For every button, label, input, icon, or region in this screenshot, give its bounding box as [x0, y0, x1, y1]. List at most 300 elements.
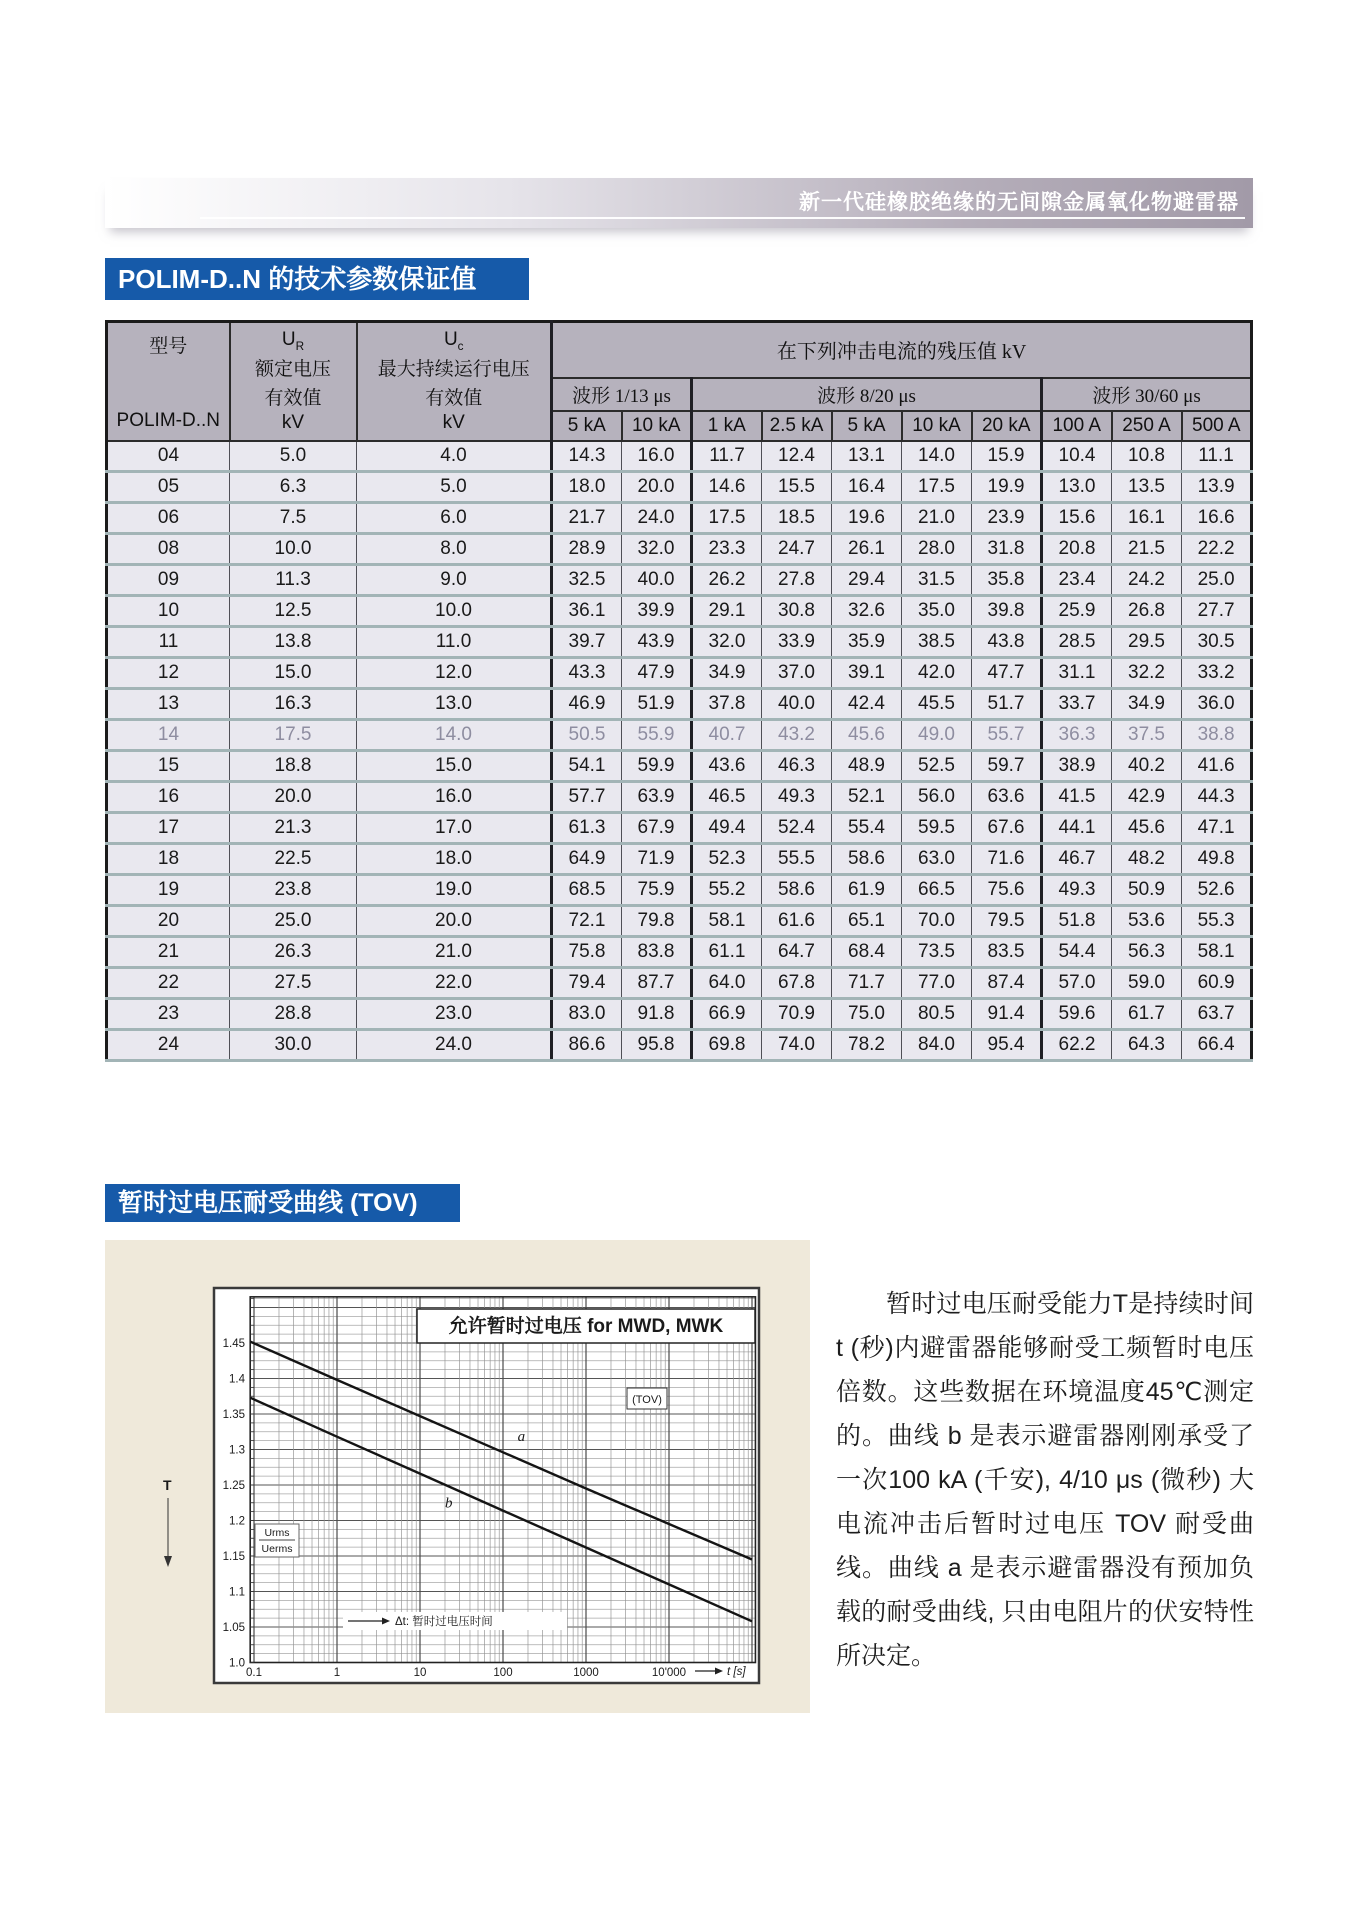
col-header-uc: $U_c$ 最大持续运行电压 有效值 kV [357, 322, 552, 441]
value-cell: 48.9 [832, 750, 902, 781]
value-cell: 27.5 [230, 967, 357, 998]
model-cell: 05 [107, 471, 230, 502]
value-cell: 13.0 [357, 688, 552, 719]
model-cell: 04 [107, 441, 230, 472]
wave-group-30-60: 波形 30/60 μs [1042, 378, 1252, 411]
value-cell: 55.2 [692, 874, 762, 905]
value-cell: 68.4 [832, 936, 902, 967]
value-cell: 32.0 [622, 533, 692, 564]
value-cell: 27.8 [762, 564, 832, 595]
value-cell: 95.8 [622, 1029, 692, 1060]
svg-text:1.2: 1.2 [229, 1515, 245, 1528]
page-header-banner [105, 178, 1253, 228]
value-cell: 83.8 [622, 936, 692, 967]
value-cell: 63.9 [622, 781, 692, 812]
table-row [107, 441, 1252, 472]
svg-text:0.1: 0.1 [246, 1667, 262, 1679]
value-cell: 66.4 [1182, 1029, 1252, 1060]
value-cell: 55.9 [622, 719, 692, 750]
value-cell: 59.5 [902, 812, 972, 843]
value-cell: 17.5 [230, 719, 357, 750]
value-cell: 17.0 [357, 812, 552, 843]
model-cell: 13 [107, 688, 230, 719]
value-cell: 80.5 [902, 998, 972, 1029]
value-cell: 19.6 [832, 502, 902, 533]
value-cell: 12.4 [762, 441, 832, 472]
value-cell: 34.9 [692, 657, 762, 688]
value-cell: 45.5 [902, 688, 972, 719]
value-cell: 31.5 [902, 564, 972, 595]
svg-text:1.25: 1.25 [222, 1480, 245, 1492]
value-cell: 9.0 [357, 564, 552, 595]
value-cell: 28.0 [902, 533, 972, 564]
value-cell: 91.8 [622, 998, 692, 1029]
value-cell: 10.4 [1042, 441, 1112, 472]
value-cell: 56.3 [1112, 936, 1182, 967]
model-cell: 21 [107, 936, 230, 967]
value-cell: 38.9 [1042, 750, 1112, 781]
value-cell: 54.1 [552, 750, 622, 781]
value-cell: 18.0 [552, 471, 622, 502]
value-cell: 29.1 [692, 595, 762, 626]
value-cell: 11.3 [230, 564, 357, 595]
value-cell: 78.2 [832, 1029, 902, 1060]
value-cell: 17.5 [692, 502, 762, 533]
value-cell: 67.8 [762, 967, 832, 998]
value-cell: 33.7 [1042, 688, 1112, 719]
value-cell: 37.0 [762, 657, 832, 688]
value-cell: 47.1 [1182, 812, 1252, 843]
value-cell: 32.6 [832, 595, 902, 626]
value-cell: 60.9 [1182, 967, 1252, 998]
current-col-header: 10 kA [902, 411, 972, 441]
value-cell: 42.4 [832, 688, 902, 719]
value-cell: 18.5 [762, 502, 832, 533]
value-cell: 8.0 [357, 533, 552, 564]
value-cell: 84.0 [902, 1029, 972, 1060]
current-col-header: 2.5 kA [762, 411, 832, 441]
model-cell: 22 [107, 967, 230, 998]
value-cell: 22.2 [1182, 533, 1252, 564]
value-cell: 63.7 [1182, 998, 1252, 1029]
value-cell: 48.2 [1112, 843, 1182, 874]
value-cell: 61.7 [1112, 998, 1182, 1029]
table-row [107, 998, 1252, 1029]
value-cell: 51.7 [972, 688, 1042, 719]
value-cell: 20.0 [230, 781, 357, 812]
table-row [107, 1029, 1252, 1060]
table-row [107, 812, 1252, 843]
tov-chart [105, 1240, 810, 1713]
table-row [107, 843, 1252, 874]
value-cell: 23.3 [692, 533, 762, 564]
value-cell: 26.3 [230, 936, 357, 967]
value-cell: 36.3 [1042, 719, 1112, 750]
value-cell: 20.0 [622, 471, 692, 502]
value-cell: 50.5 [552, 719, 622, 750]
value-cell: 47.9 [622, 657, 692, 688]
value-cell: 46.5 [692, 781, 762, 812]
value-cell: 23.0 [357, 998, 552, 1029]
value-cell: 42.0 [902, 657, 972, 688]
current-col-header: 100 A [1042, 411, 1112, 441]
value-cell: 20.8 [1042, 533, 1112, 564]
svg-text:(TOV): (TOV) [632, 1394, 662, 1406]
value-cell: 18.8 [230, 750, 357, 781]
value-cell: 35.8 [972, 564, 1042, 595]
value-cell: 37.5 [1112, 719, 1182, 750]
table-row [107, 502, 1252, 533]
table-row [107, 626, 1252, 657]
current-col-header: 250 A [1112, 411, 1182, 441]
svg-text:1: 1 [333, 1667, 341, 1679]
value-cell: 33.2 [1182, 657, 1252, 688]
value-cell: 12.0 [357, 657, 552, 688]
value-cell: 46.7 [1042, 843, 1112, 874]
value-cell: 11.1 [1182, 441, 1252, 472]
svg-text:1.1: 1.1 [229, 1586, 245, 1599]
value-cell: 74.0 [762, 1029, 832, 1060]
current-col-header: 5 kA [832, 411, 902, 441]
value-cell: 28.9 [552, 533, 622, 564]
value-cell: 28.8 [230, 998, 357, 1029]
value-cell: 52.5 [902, 750, 972, 781]
value-cell: 10.8 [1112, 441, 1182, 472]
value-cell: 21.0 [357, 936, 552, 967]
svg-text:允许暂时过电压 for MWD, MWK: 允许暂时过电压 for MWD, MWK [448, 1316, 724, 1337]
value-cell: 21.0 [902, 502, 972, 533]
table-row [107, 564, 1252, 595]
value-cell: 11.0 [357, 626, 552, 657]
value-cell: 5.0 [357, 471, 552, 502]
svg-text:1.15: 1.15 [222, 1551, 245, 1563]
value-cell: 25.0 [1182, 564, 1252, 595]
value-cell: 31.1 [1042, 657, 1112, 688]
value-cell: 21.7 [552, 502, 622, 533]
value-cell: 52.1 [832, 781, 902, 812]
value-cell: 46.3 [762, 750, 832, 781]
value-cell: 23.9 [972, 502, 1042, 533]
value-cell: 15.5 [762, 471, 832, 502]
table-row [107, 595, 1252, 626]
value-cell: 10.0 [230, 533, 357, 564]
value-cell: 83.0 [552, 998, 622, 1029]
value-cell: 45.6 [832, 719, 902, 750]
value-cell: 87.4 [972, 967, 1042, 998]
value-cell: 91.4 [972, 998, 1042, 1029]
value-cell: 56.0 [902, 781, 972, 812]
svg-text:10: 10 [413, 1667, 427, 1679]
model-cell: 18 [107, 843, 230, 874]
value-cell: 13.8 [230, 626, 357, 657]
value-cell: 29.4 [832, 564, 902, 595]
svg-text:Uerms: Uerms [261, 1543, 293, 1555]
value-cell: 41.6 [1182, 750, 1252, 781]
value-cell: 61.9 [832, 874, 902, 905]
model-cell: 06 [107, 502, 230, 533]
value-cell: 26.8 [1112, 595, 1182, 626]
value-cell: 19.9 [972, 471, 1042, 502]
current-col-header: 500 A [1182, 411, 1252, 441]
value-cell: 14.0 [902, 441, 972, 472]
value-cell: 28.5 [1042, 626, 1112, 657]
value-cell: 23.8 [230, 874, 357, 905]
tov-description: 暂时过电压耐受能力T是持续时间t (秒)内避雷器能够耐受工频暂时电压倍数。这些数据在环境温度45℃测定的。曲线 b 是表示避雷器刚刚承受了一次100 kA (千安), 4/10 μs (微秒) 大电流冲击后暂时过电压 TOV 耐受曲线。曲线 a 是表示避雷器没有预加负载的耐受曲线, 只由电阻片的伏安特性所决定。 [836, 1290, 1254, 1670]
value-cell: 51.8 [1042, 905, 1112, 936]
value-cell: 32.0 [692, 626, 762, 657]
value-cell: 57.0 [1042, 967, 1112, 998]
value-cell: 67.6 [972, 812, 1042, 843]
value-cell: 14.6 [692, 471, 762, 502]
value-cell: 15.6 [1042, 502, 1112, 533]
svg-text:Urms: Urms [264, 1527, 290, 1539]
value-cell: 40.7 [692, 719, 762, 750]
value-cell: 31.8 [972, 533, 1042, 564]
value-cell: 46.9 [552, 688, 622, 719]
model-cell: 11 [107, 626, 230, 657]
svg-text:10'000: 10'000 [651, 1667, 687, 1679]
current-col-header: 5 kA [552, 411, 622, 441]
model-title: 型号 [149, 335, 188, 357]
table-row [107, 874, 1252, 905]
value-cell: 13.5 [1112, 471, 1182, 502]
value-cell: 55.5 [762, 843, 832, 874]
value-cell: 39.1 [832, 657, 902, 688]
value-cell: 64.3 [1112, 1029, 1182, 1060]
table-row [107, 719, 1252, 750]
svg-text:t [s]: t [s] [727, 1666, 746, 1678]
parameters-table [105, 320, 1253, 1062]
svg-text:1.35: 1.35 [222, 1409, 245, 1421]
value-cell: 63.6 [972, 781, 1042, 812]
model-cell: 19 [107, 874, 230, 905]
value-cell: 43.6 [692, 750, 762, 781]
value-cell: 59.6 [1042, 998, 1112, 1029]
value-cell: 71.7 [832, 967, 902, 998]
svg-text:Δt: 暂时过电压时间: Δt: 暂时过电压时间 [395, 1616, 493, 1628]
value-cell: 49.3 [1042, 874, 1112, 905]
value-cell: 14.0 [357, 719, 552, 750]
value-cell: 58.6 [762, 874, 832, 905]
table-row [107, 657, 1252, 688]
section1-title: POLIM-D..N 的技术参数保证值 [105, 258, 529, 300]
value-cell: 13.9 [1182, 471, 1252, 502]
value-cell: 23.4 [1042, 564, 1112, 595]
value-cell: 66.5 [902, 874, 972, 905]
value-cell: 61.1 [692, 936, 762, 967]
value-cell: 6.3 [230, 471, 357, 502]
value-cell: 4.0 [357, 441, 552, 472]
model-cell: 09 [107, 564, 230, 595]
value-cell: 69.8 [692, 1029, 762, 1060]
table-row [107, 967, 1252, 998]
value-cell: 75.0 [832, 998, 902, 1029]
value-cell: 30.0 [230, 1029, 357, 1060]
svg-text:1.3: 1.3 [229, 1444, 245, 1457]
value-cell: 22.0 [357, 967, 552, 998]
model-cell: 20 [107, 905, 230, 936]
value-cell: 24.0 [357, 1029, 552, 1060]
value-cell: 16.1 [1112, 502, 1182, 533]
value-cell: 37.8 [692, 688, 762, 719]
value-cell: 79.4 [552, 967, 622, 998]
value-cell: 15.0 [230, 657, 357, 688]
svg-text:1000: 1000 [573, 1667, 599, 1679]
model-series-name: POLIM-D..N [116, 409, 220, 431]
value-cell: 57.7 [552, 781, 622, 812]
value-cell: 52.6 [1182, 874, 1252, 905]
value-cell: 73.5 [902, 936, 972, 967]
svg-text:1.45: 1.45 [222, 1338, 245, 1350]
value-cell: 13.0 [1042, 471, 1112, 502]
value-cell: 27.7 [1182, 595, 1252, 626]
svg-text:b: b [444, 1495, 453, 1512]
value-cell: 29.5 [1112, 626, 1182, 657]
wave-group-8-20: 波形 8/20 μs [692, 378, 1042, 411]
value-cell: 14.3 [552, 441, 622, 472]
value-cell: 34.9 [1112, 688, 1182, 719]
value-cell: 39.8 [972, 595, 1042, 626]
value-cell: 11.7 [692, 441, 762, 472]
value-cell: 24.7 [762, 533, 832, 564]
current-col-header: 1 kA [692, 411, 762, 441]
svg-text:T: T [163, 1477, 172, 1493]
tov-chart-panel [105, 1240, 810, 1713]
value-cell: 72.1 [552, 905, 622, 936]
value-cell: 55.7 [972, 719, 1042, 750]
value-cell: 66.9 [692, 998, 762, 1029]
value-cell: 36.0 [1182, 688, 1252, 719]
value-cell: 38.5 [902, 626, 972, 657]
value-cell: 58.1 [1182, 936, 1252, 967]
value-cell: 50.9 [1112, 874, 1182, 905]
value-cell: 16.3 [230, 688, 357, 719]
value-cell: 15.9 [972, 441, 1042, 472]
value-cell: 44.1 [1042, 812, 1112, 843]
value-cell: 40.0 [762, 688, 832, 719]
value-cell: 70.0 [902, 905, 972, 936]
value-cell: 59.0 [1112, 967, 1182, 998]
value-cell: 58.6 [832, 843, 902, 874]
banner-underline [200, 217, 1245, 219]
banner-title: 新一代硅橡胶绝缘的无间隙金属氧化物避雷器 [799, 191, 1239, 214]
value-cell: 52.3 [692, 843, 762, 874]
value-cell: 47.7 [972, 657, 1042, 688]
value-cell: 7.5 [230, 502, 357, 533]
table-row [107, 688, 1252, 719]
value-cell: 33.9 [762, 626, 832, 657]
value-cell: 53.6 [1112, 905, 1182, 936]
value-cell: 65.1 [832, 905, 902, 936]
value-cell: 20.0 [357, 905, 552, 936]
table-row [107, 471, 1252, 502]
value-cell: 25.0 [230, 905, 357, 936]
model-cell: 16 [107, 781, 230, 812]
value-cell: 77.0 [902, 967, 972, 998]
model-cell: 08 [107, 533, 230, 564]
value-cell: 79.5 [972, 905, 1042, 936]
value-cell: 19.0 [357, 874, 552, 905]
value-cell: 10.0 [357, 595, 552, 626]
value-cell: 64.9 [552, 843, 622, 874]
value-cell: 64.0 [692, 967, 762, 998]
value-cell: 25.9 [1042, 595, 1112, 626]
table-row [107, 750, 1252, 781]
value-cell: 39.7 [552, 626, 622, 657]
current-col-header: 10 kA [622, 411, 692, 441]
section2-title: 暂时过电压耐受曲线 (TOV) [105, 1184, 460, 1222]
value-cell: 54.4 [1042, 936, 1112, 967]
value-cell: 18.0 [357, 843, 552, 874]
value-cell: 26.1 [832, 533, 902, 564]
table-row [107, 533, 1252, 564]
value-cell: 38.8 [1182, 719, 1252, 750]
value-cell: 21.5 [1112, 533, 1182, 564]
value-cell: 55.3 [1182, 905, 1252, 936]
value-cell: 87.7 [622, 967, 692, 998]
value-cell: 22.5 [230, 843, 357, 874]
value-cell: 6.0 [357, 502, 552, 533]
value-cell: 21.3 [230, 812, 357, 843]
value-cell: 16.0 [622, 441, 692, 472]
value-cell: 43.2 [762, 719, 832, 750]
col-header-model [107, 322, 230, 441]
model-cell: 24 [107, 1029, 230, 1060]
value-cell: 71.9 [622, 843, 692, 874]
value-cell: 16.0 [357, 781, 552, 812]
value-cell: 32.5 [552, 564, 622, 595]
value-cell: 49.8 [1182, 843, 1252, 874]
value-cell: 43.9 [622, 626, 692, 657]
value-cell: 49.0 [902, 719, 972, 750]
value-cell: 83.5 [972, 936, 1042, 967]
col-header-ur: $U_R$ 额定电压 有效值 kV [230, 322, 357, 441]
value-cell: 70.9 [762, 998, 832, 1029]
value-cell: 43.8 [972, 626, 1042, 657]
table-row [107, 905, 1252, 936]
value-cell: 13.1 [832, 441, 902, 472]
current-col-header: 20 kA [972, 411, 1042, 441]
value-cell: 40.2 [1112, 750, 1182, 781]
value-cell: 79.8 [622, 905, 692, 936]
table-row [107, 781, 1252, 812]
value-cell: 35.9 [832, 626, 902, 657]
value-cell: 49.3 [762, 781, 832, 812]
value-cell: 15.0 [357, 750, 552, 781]
value-cell: 59.9 [622, 750, 692, 781]
value-cell: 17.5 [902, 471, 972, 502]
value-cell: 5.0 [230, 441, 357, 472]
value-cell: 63.0 [902, 843, 972, 874]
value-cell: 30.8 [762, 595, 832, 626]
value-cell: 41.5 [1042, 781, 1112, 812]
value-cell: 64.7 [762, 936, 832, 967]
value-cell: 75.8 [552, 936, 622, 967]
value-cell: 51.9 [622, 688, 692, 719]
value-cell: 75.9 [622, 874, 692, 905]
value-cell: 12.5 [230, 595, 357, 626]
model-cell: 10 [107, 595, 230, 626]
value-cell: 39.9 [622, 595, 692, 626]
value-cell: 44.3 [1182, 781, 1252, 812]
value-cell: 55.4 [832, 812, 902, 843]
value-cell: 95.4 [972, 1029, 1042, 1060]
value-cell: 40.0 [622, 564, 692, 595]
value-cell: 62.2 [1042, 1029, 1112, 1060]
value-cell: 32.2 [1112, 657, 1182, 688]
value-cell: 45.6 [1112, 812, 1182, 843]
svg-text:1.05: 1.05 [222, 1622, 245, 1634]
